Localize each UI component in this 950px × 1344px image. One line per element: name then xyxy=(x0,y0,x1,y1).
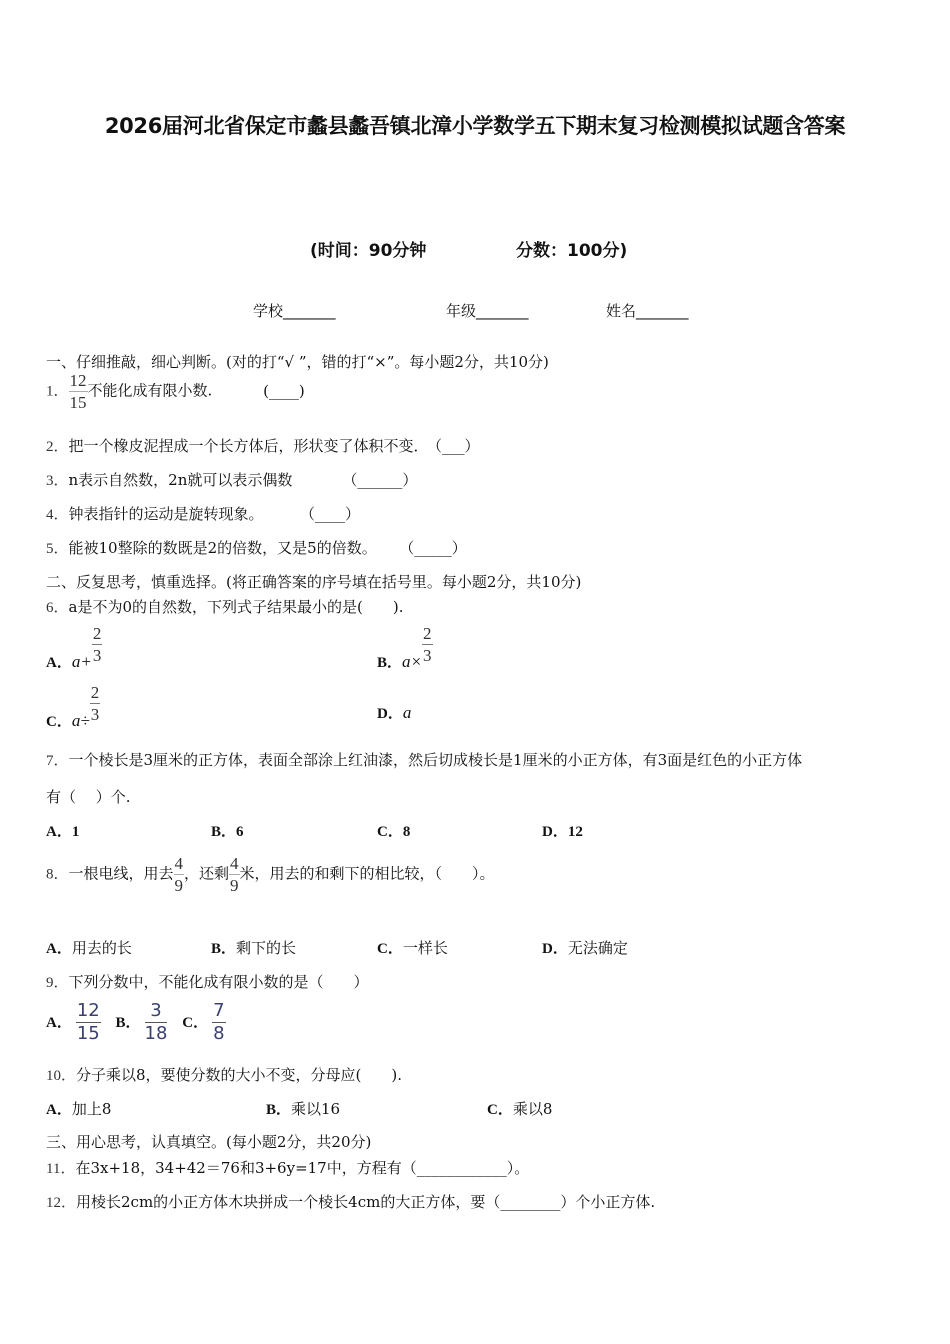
answer-blank[interactable]: （____） xyxy=(307,505,361,523)
document-title: 2026届河北省保定市蠡县蠡吾镇北漳小学数学五下期末复习检测模拟试题含答案 xyxy=(104,114,846,138)
question-text: n表示自然数，2n就可以表示偶数 xyxy=(68,471,293,489)
grade-blank[interactable]: _______ xyxy=(476,302,529,320)
question-number: 1． xyxy=(46,383,69,400)
q7-option-a[interactable]: A．1 xyxy=(46,824,80,840)
fraction-2-3: $\frac{2}{3}$ xyxy=(423,624,432,665)
option-letter: B． xyxy=(377,655,403,671)
question-5 xyxy=(46,537,467,558)
question-4 xyxy=(46,503,360,524)
question-9 xyxy=(46,971,369,992)
q7-option-d[interactable]: D．12 xyxy=(542,824,583,840)
fraction-3-18: $\frac{3}{18}$ xyxy=(144,1000,168,1044)
fraction-4-9: $\frac{4}{9}$ xyxy=(230,854,239,895)
q9-option-a[interactable]: A． $\frac{12}{15}$ xyxy=(46,1000,100,1044)
question-number: 12． xyxy=(46,1195,77,1211)
q6-option-c[interactable] xyxy=(46,684,100,731)
question-6 xyxy=(46,596,403,617)
question-number: 8． xyxy=(46,866,69,883)
q6-option-a[interactable] xyxy=(46,625,102,672)
option-letter: D． xyxy=(377,706,403,722)
q10-option-b[interactable]: B．乘以16 xyxy=(266,1100,341,1118)
question-1 xyxy=(46,372,305,411)
option-expr: a÷ xyxy=(71,711,90,730)
q7-option-c[interactable]: C．8 xyxy=(377,824,411,840)
option-letter: C． xyxy=(46,714,72,730)
q6-option-b[interactable] xyxy=(377,625,433,672)
question-number: 3． xyxy=(46,473,69,489)
option-letter: A． xyxy=(46,655,72,671)
question-text: 能被10整除的数既是2的倍数，又是5的倍数。 xyxy=(68,539,377,557)
question-2 xyxy=(46,435,480,456)
option-expr: a+ xyxy=(71,652,92,671)
question-number: 7． xyxy=(46,753,69,769)
school-label: 学校 xyxy=(253,302,284,320)
answer-blank[interactable]: （______） xyxy=(342,471,418,489)
question-number: 10． xyxy=(46,1068,77,1084)
question-text: 下列分数中，不能化成有限小数的是（ ） xyxy=(68,973,369,991)
q8-option-d[interactable]: D．无法确定 xyxy=(542,939,628,957)
question-3 xyxy=(46,469,417,490)
question-number: 2． xyxy=(46,439,69,455)
fraction-12-15: $\frac{12}{15}$ xyxy=(69,371,87,412)
q9-option-b[interactable]: B． $\frac{3}{18}$ xyxy=(115,1000,168,1044)
grade-label: 年级 xyxy=(446,302,477,320)
question-number: 6． xyxy=(46,600,69,616)
question-text: 不能化成有限小数. xyxy=(87,381,213,400)
q9-option-c[interactable]: C． $\frac{7}{8}$ xyxy=(182,1000,225,1044)
question-number: 4． xyxy=(46,507,69,523)
fraction-2-3: $\frac{2}{3}$ xyxy=(92,624,102,665)
q9-options xyxy=(46,1002,226,1043)
q7-option-b[interactable]: B．6 xyxy=(211,824,244,840)
section-3-heading: 三、用心思考，认真填空。(每小题2分，共20分) xyxy=(46,1133,372,1151)
question-text: 用棱长2cm的小正方体木块拼成一个棱长4cm的大正方体，要（________）个小正方体. xyxy=(76,1193,656,1211)
fraction-12-15: $\frac{12}{15}$ xyxy=(76,1000,100,1044)
q8-option-b[interactable]: B．剩下的长 xyxy=(211,939,297,957)
question-text: a是不为0的自然数，下列式子结果最小的是( ). xyxy=(68,598,404,616)
fraction-2-3: $\frac{2}{3}$ xyxy=(90,683,100,724)
name-field[interactable] xyxy=(606,300,689,321)
q6-option-d[interactable] xyxy=(377,702,411,723)
question-number: 9． xyxy=(46,975,69,991)
question-text: 一个棱长是3厘米的正方体，表面全部涂上红油漆，然后切成棱长是1厘米的小正方体，有3面是红色的小正方体 xyxy=(68,751,803,769)
option-expr: a xyxy=(402,703,412,722)
q8-option-c[interactable]: C．一样长 xyxy=(377,939,448,957)
question-12 xyxy=(46,1191,655,1212)
school-field[interactable] xyxy=(253,300,336,321)
section-1-heading: 一、仔细推敲，细心判断。(对的打“√ ”，错的打“×”。每小题2分，共10分) xyxy=(46,353,549,371)
name-blank[interactable]: _______ xyxy=(636,302,689,320)
name-label: 姓名 xyxy=(606,302,637,320)
question-11 xyxy=(46,1157,529,1178)
section-2-heading: 二、反复思考，慎重选择。(将正确答案的序号填在括号里。每小题2分，共10分) xyxy=(46,573,582,591)
q10-option-a[interactable]: A．加上8 xyxy=(46,1100,112,1118)
fraction-4-9: $\frac{4}{9}$ xyxy=(174,854,184,895)
q10-option-c[interactable]: C．乘以8 xyxy=(487,1100,553,1118)
grade-field[interactable] xyxy=(446,300,529,321)
question-text: 一根电线，用去 xyxy=(68,864,174,883)
question-7 xyxy=(46,749,802,770)
question-text: 分子乘以8，要使分数的大小不变，分母应( ). xyxy=(76,1066,403,1084)
answer-blank[interactable]: （___） xyxy=(434,437,480,455)
exam-time: (时间：90分钟 xyxy=(310,241,427,261)
question-7-cont: 有（ ）个. xyxy=(46,788,131,806)
question-text: 在3x+18，34+42＝76和3+6y=17中，方程有（____________）。 xyxy=(75,1159,530,1177)
question-number: 5． xyxy=(46,541,69,557)
question-text: 把一个橡皮泥捏成一个长方体后，形状变了体积不变． xyxy=(68,437,429,455)
exam-score: 分数：100分) xyxy=(516,241,628,261)
q8-option-a[interactable]: A．用去的长 xyxy=(46,939,132,957)
fraction-7-8: $\frac{7}{8}$ xyxy=(213,1000,225,1044)
question-number: 11． xyxy=(46,1161,76,1177)
answer-blank[interactable]: (____) xyxy=(263,381,305,400)
question-8: 8．一根电线，用去 $\frac{4}{9}$ ，还剩 $\frac{4}{9}$ 米，用去的和剩下的相比较，（ ）。 xyxy=(46,854,495,895)
answer-blank[interactable]: （_____） xyxy=(406,539,467,557)
question-10 xyxy=(46,1064,402,1085)
school-blank[interactable]: _______ xyxy=(283,302,336,320)
question-text: 钟表指针的运动是旋转现象。 xyxy=(68,505,264,523)
option-expr: a× xyxy=(402,652,422,671)
